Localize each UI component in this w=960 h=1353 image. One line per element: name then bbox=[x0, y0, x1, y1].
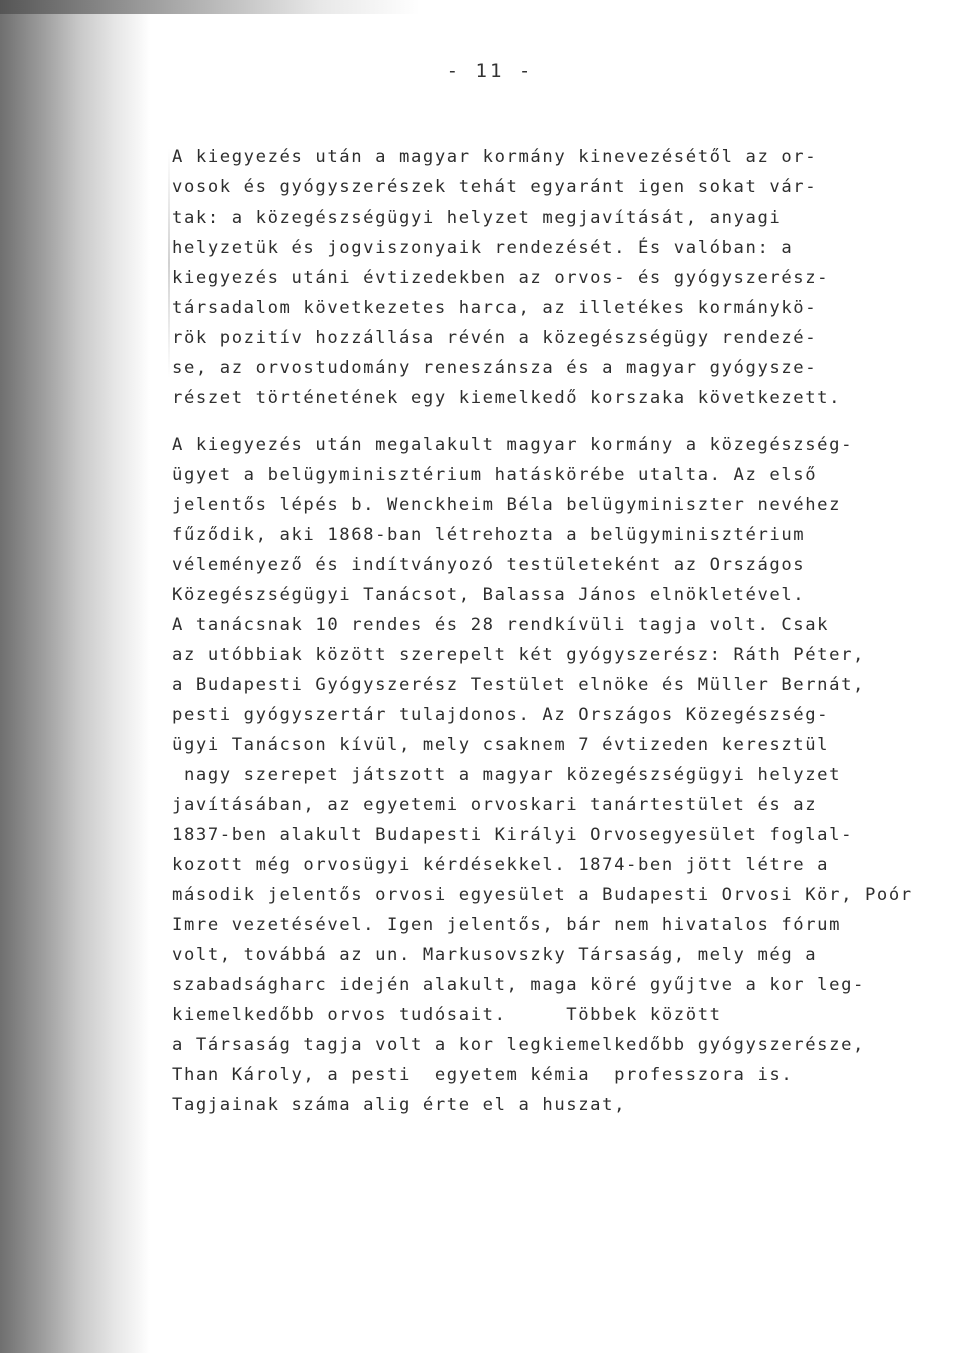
text-line: kiemelkedőbb orvos tudósait. Többek között bbox=[172, 1005, 722, 1025]
text-line: A kiegyezés után a magyar kormány kinevezésétől az or- bbox=[172, 147, 818, 167]
text-line: Közegészségügyi Tanácsot, Balassa János elnökletével. bbox=[172, 585, 806, 605]
text-line: volt, továbbá az un. Markusovszky Társaság, mely még a bbox=[172, 945, 818, 965]
text-line: részet történetének egy kiemelkedő korszaka következett. bbox=[172, 388, 842, 408]
text-line: a Budapesti Gyógyszerész Testület elnöke és Müller Bernát, bbox=[172, 675, 865, 695]
text-line: Than Károly, a pesti egyetem kémia professzora is. bbox=[172, 1065, 794, 1085]
page-number: - 11 - bbox=[446, 60, 534, 82]
text-line: véleményező és indítványozó testületeként az Országos bbox=[172, 555, 806, 575]
text-line: A tanácsnak 10 rendes és 28 rendkívüli tagja volt. Csak bbox=[172, 615, 830, 635]
text-line: a Társaság tagja volt a kor legkiemelkedőbb gyógyszerésze, bbox=[172, 1035, 865, 1055]
text-line: rök pozitív hozzállása révén a közegészségügy rendezé- bbox=[172, 328, 818, 348]
text-line: A kiegyezés után megalakult magyar kormány a közegészség- bbox=[172, 435, 854, 455]
text-line: kozott még orvosügyi kérdésekkel. 1874-ben jött létre a bbox=[172, 855, 830, 875]
text-line: ügyi Tanácson kívül, mely csaknem 7 évtizeden keresztül bbox=[172, 735, 830, 755]
text-line: helyzetük és jogviszonyaik rendezését. És valóban: a bbox=[172, 238, 794, 258]
text-line: fűződik, aki 1868-ban létrehozta a belügyminisztérium bbox=[172, 525, 806, 545]
text-line: ügyet a belügyminisztérium hatáskörébe utalta. Az első bbox=[172, 465, 818, 485]
scan-top-shadow bbox=[0, 0, 420, 14]
text-line: tak: a közegészségügyi helyzet megjavítását, anyagi bbox=[172, 208, 782, 228]
scan-binding-shadow bbox=[0, 0, 150, 1353]
text-line: pesti gyógyszertár tulajdonos. Az Országos Közegészség- bbox=[172, 705, 830, 725]
text-line: jelentős lépés b. Wenckheim Béla belügyminiszter nevéhez bbox=[172, 495, 842, 515]
text-line: második jelentős orvosi egyesület a Budapesti Orvosi Kör, Poór bbox=[172, 885, 913, 905]
text-line: az utóbbiak között szerepelt két gyógyszerész: Ráth Péter, bbox=[172, 645, 865, 665]
text-line: 1837-ben alakult Budapesti Királyi Orvosegyesület foglal- bbox=[172, 825, 854, 845]
text-line: Imre vezetésével. Igen jelentős, bár nem hivatalos fórum bbox=[172, 915, 842, 935]
text-line: kiegyezés utáni évtizedekben az orvos- és gyógyszerész- bbox=[172, 268, 830, 288]
text-line: vosok és gyógyszerészek tehát egyaránt igen sokat vár- bbox=[172, 177, 818, 197]
text-line: nagy szerepet játszott a magyar közegészségügyi helyzet bbox=[172, 765, 842, 785]
text-line: javításában, az egyetemi orvoskari tanártestület és az bbox=[172, 795, 818, 815]
text-line: Tagjainak száma alig érte el a huszat, bbox=[172, 1095, 627, 1115]
text-line: se, az orvostudomány reneszánsza és a magyar gyógysze- bbox=[172, 358, 818, 378]
text-line: társadalom következetes harca, az illetékes kormánykö- bbox=[172, 298, 818, 318]
text-line: szabadságharc idején alakult, maga köré gyűjtve a kor leg- bbox=[172, 975, 865, 995]
scan-margin-mark bbox=[168, 148, 170, 378]
